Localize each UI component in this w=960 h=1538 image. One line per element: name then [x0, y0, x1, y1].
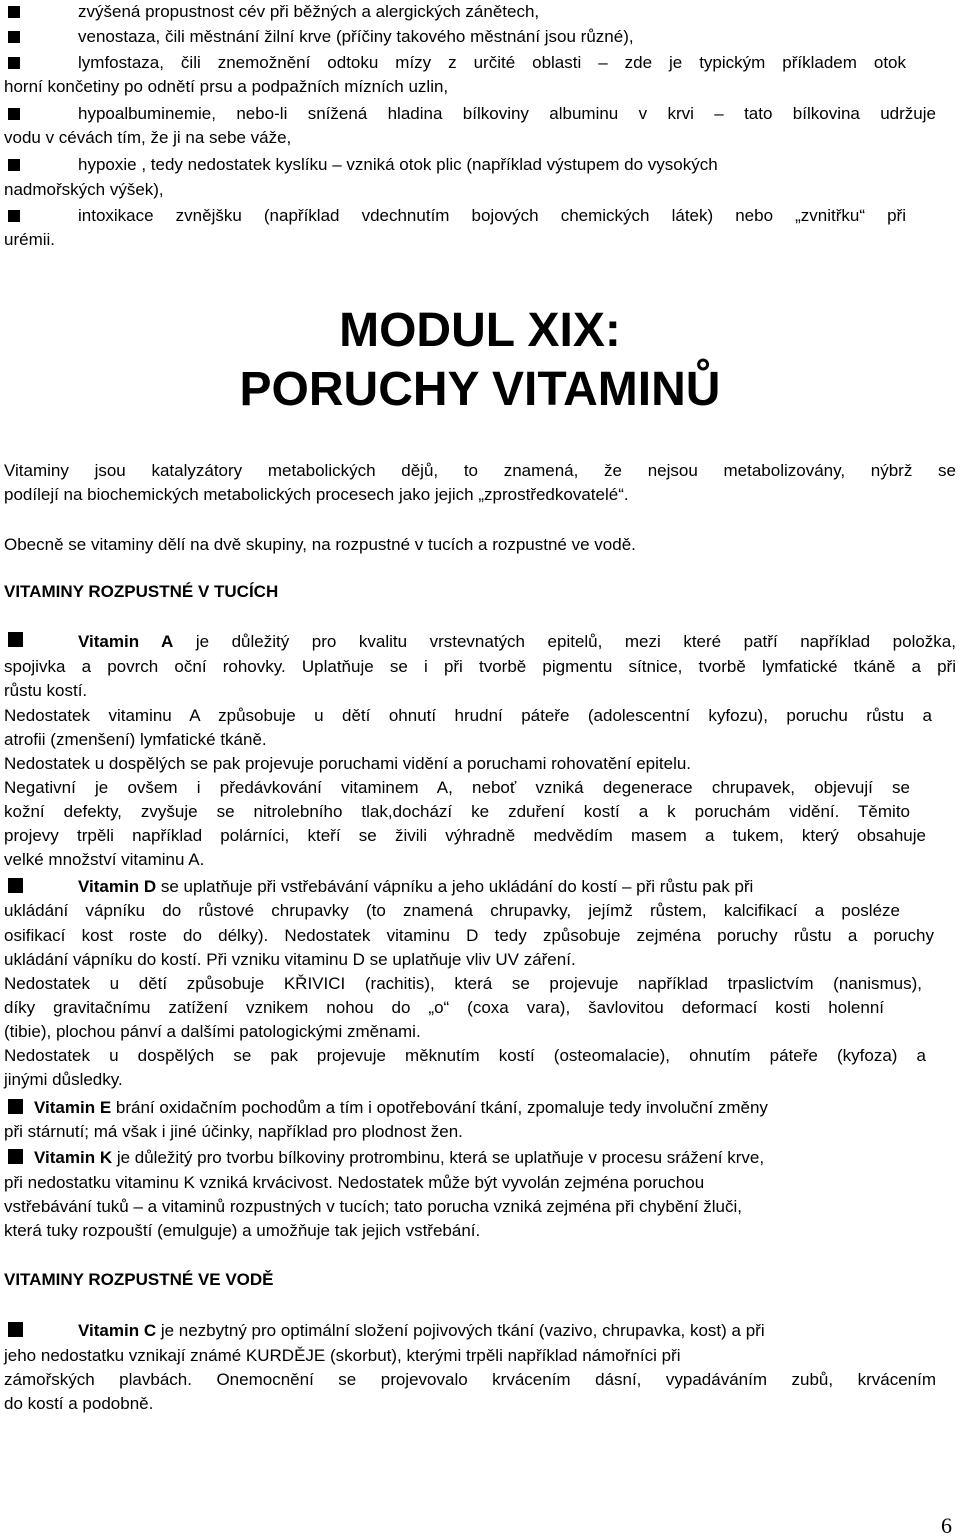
paragraph-line: růstu kostí. [4, 681, 88, 700]
bullet-icon [8, 878, 23, 893]
vitamin-k-name: Vitamin K [34, 1148, 113, 1167]
vitamin-c-line: Vitamin C je nezbytný pro optimální složení pojivových tkání (vazivo, chrupavka, kost) a při [78, 1321, 765, 1340]
vitamin-a-line: Vitamin A je důležitý pro kvalitu vrstevnatých epitelů, mezi které patří například položka, [78, 632, 956, 651]
list-item: zvýšená propustnost cév při běžných a alergických zánětech, [78, 2, 540, 21]
bullet-icon [8, 210, 20, 222]
bullet-icon [8, 159, 20, 171]
paragraph-line: jeho nedostatku vznikají známé KURDĚJE (skorbut), kterými trpěli například námořníci při [4, 1346, 681, 1365]
paragraph-line: zámořských plavbách. Onemocnění se projevovalo krvácením dásní, vypadáváním zubů, krvácením [4, 1370, 936, 1389]
paragraph-line: Obecně se vitaminy dělí na dvě skupiny, na rozpustné v tucích a rozpustné ve vodě. [4, 535, 636, 554]
vitamin-a-name: Vitamin A [78, 632, 174, 651]
page-number: 6 [941, 1513, 952, 1538]
paragraph-line: (tibie), plochou pánví a dalšími patologickými změnami. [4, 1022, 421, 1041]
vitamin-e-name: Vitamin E [34, 1098, 112, 1117]
vitamin-d-name: Vitamin D [78, 877, 157, 896]
paragraph-line: Nedostatek u dospělých se pak projevuje poruchami vidění a poruchami rohovatění epitelu. [4, 754, 692, 773]
list-item-continuation: nadmořských výšek), [4, 180, 164, 199]
list-item-continuation: urémii. [4, 230, 56, 249]
list-item: hypoalbuminemie, nebo-li snížená hladina bílkoviny albuminu v krvi – tato bílkovina udržuje [78, 104, 936, 123]
bullet-icon [8, 6, 20, 18]
bullet-icon [8, 1322, 23, 1337]
paragraph-line: velké množství vitaminu A. [4, 850, 205, 869]
paragraph-line: při stárnutí; má však i jiné účinky, například pro plodnost žen. [4, 1122, 463, 1141]
section-heading-fat-soluble: VITAMINY ROZPUSTNÉ V TUCÍCH [4, 582, 279, 601]
vitamin-c-name: Vitamin C [78, 1321, 157, 1340]
bullet-icon [8, 31, 20, 43]
bullet-icon [8, 108, 20, 120]
paragraph-line: podílejí na biochemických metabolických procesech jako jejich „zprostředkovatelé“. [4, 485, 629, 504]
paragraph-line: která tuky rozpouští (emulguje) a umožňuje tak jejich vstřebání. [4, 1221, 481, 1240]
list-item: hypoxie , tedy nedostatek kyslíku – vzniká otok plic (například výstupem do vysokých [78, 155, 718, 174]
vitamin-d-line: Vitamin D se uplatňuje při vstřebávání vápníku a jeho ukládání do kostí – při růstu pak při [78, 877, 754, 896]
list-item: lymfostaza, čili znemožnění odtoku mízy z určité oblasti – zde je typickým příkladem otok [78, 53, 906, 72]
list-item: intoxikace zvnějšku (například vdechnutím bojových chemických látek) nebo „zvnitřku“ při [78, 206, 906, 225]
list-item: venostaza, čili městnání žilní krve (příčiny takového městnání jsou různé), [78, 27, 634, 46]
paragraph-line: jinými důsledky. [4, 1070, 123, 1089]
paragraph-line: Nedostatek u dospělých se pak projevuje měknutím kostí (osteomalacie), ohnutím páteře (kyfoza) a [4, 1046, 926, 1065]
bullet-icon [8, 57, 20, 69]
paragraph-line: při nedostatku vitaminu K vzniká krvácivost. Nedostatek může být vyvolán zejména poruchou [4, 1173, 705, 1192]
vitamin-k-line: Vitamin K je důležitý pro tvorbu bílkoviny protrombinu, která se uplatňuje v procesu srážení krve, [34, 1148, 765, 1167]
paragraph-line: Nedostatek vitaminu A způsobuje u dětí ohnutí hrudní páteře (adolescentní kyfozu), poruchu růstu a [4, 706, 932, 725]
paragraph-line: ukládání vápníku do kostí. Při vzniku vitaminu D se uplatňuje vliv UV záření. [4, 950, 576, 969]
module-title: MODUL XIX: [339, 304, 621, 357]
list-item-continuation: vodu v cévách tím, že ji na sebe váže, [4, 128, 292, 147]
paragraph-line: do kostí a podobně. [4, 1394, 154, 1413]
paragraph-line: Nedostatek u dětí způsobuje KŘIVICI (rachitis), která se projevuje například trpaslictvím (nanismus), [4, 974, 922, 993]
paragraph-line: projevy trpěli například polárníci, kteří se živili výhradně medvědím masem a tukem, který obsahuje [4, 826, 926, 845]
paragraph-line: ukládání vápníku do růstové chrupavky (to znamená chrupavky, jejímž růstem, kalcifikací a posléze [4, 901, 900, 920]
section-heading-water-soluble: VITAMINY ROZPUSTNÉ VE VODĚ [4, 1270, 274, 1289]
paragraph-line: spojivka a povrch oční rohovky. Uplatňuje se i při tvorbě pigmentu sítnice, tvorbě lymfatické tkáně a při [4, 657, 956, 676]
vitamin-e-line: Vitamin E brání oxidačním pochodům a tím i opotřebování tkání, zpomaluje tedy involuční změny [34, 1098, 768, 1117]
paragraph-line: kožní defekty, zvyšuje se nitrolebního tlak,dochází ke zduření kostí a k poruchám vidění. Těmito [4, 802, 910, 821]
bullet-icon [8, 1099, 23, 1114]
bullet-icon [8, 632, 23, 647]
paragraph-line: atrofii (zmenšení) lymfatické tkáně. [4, 730, 267, 749]
module-subtitle: PORUCHY VITAMINŮ [239, 363, 721, 416]
paragraph-line: Vitaminy jsou katalyzátory metabolických dějů, to znamená, že nejsou metabolizovány, nýbrž se [4, 461, 956, 480]
list-item-continuation: horní končetiny po odnětí prsu a podpažních mízních uzlin, [4, 77, 449, 96]
paragraph-line: Negativní je ovšem i předávkování vitaminem A, neboť vzniká degenerace chrupavek, objevují se [4, 778, 910, 797]
bullet-icon [8, 1149, 23, 1164]
paragraph-line: díky gravitačnímu zatížení vznikem nohou do „o“ (coxa vara), šavlovitou deformací kosti holenní [4, 998, 884, 1017]
paragraph-line: vstřebávání tuků – a vitaminů rozpustných v tucích; tato porucha vzniká zejména při chybění žluči, [4, 1197, 742, 1216]
paragraph-line: osifikací kost roste do délky). Nedostatek vitaminu D tedy způsobuje zejména poruchy růstu a poruchy [4, 926, 934, 945]
